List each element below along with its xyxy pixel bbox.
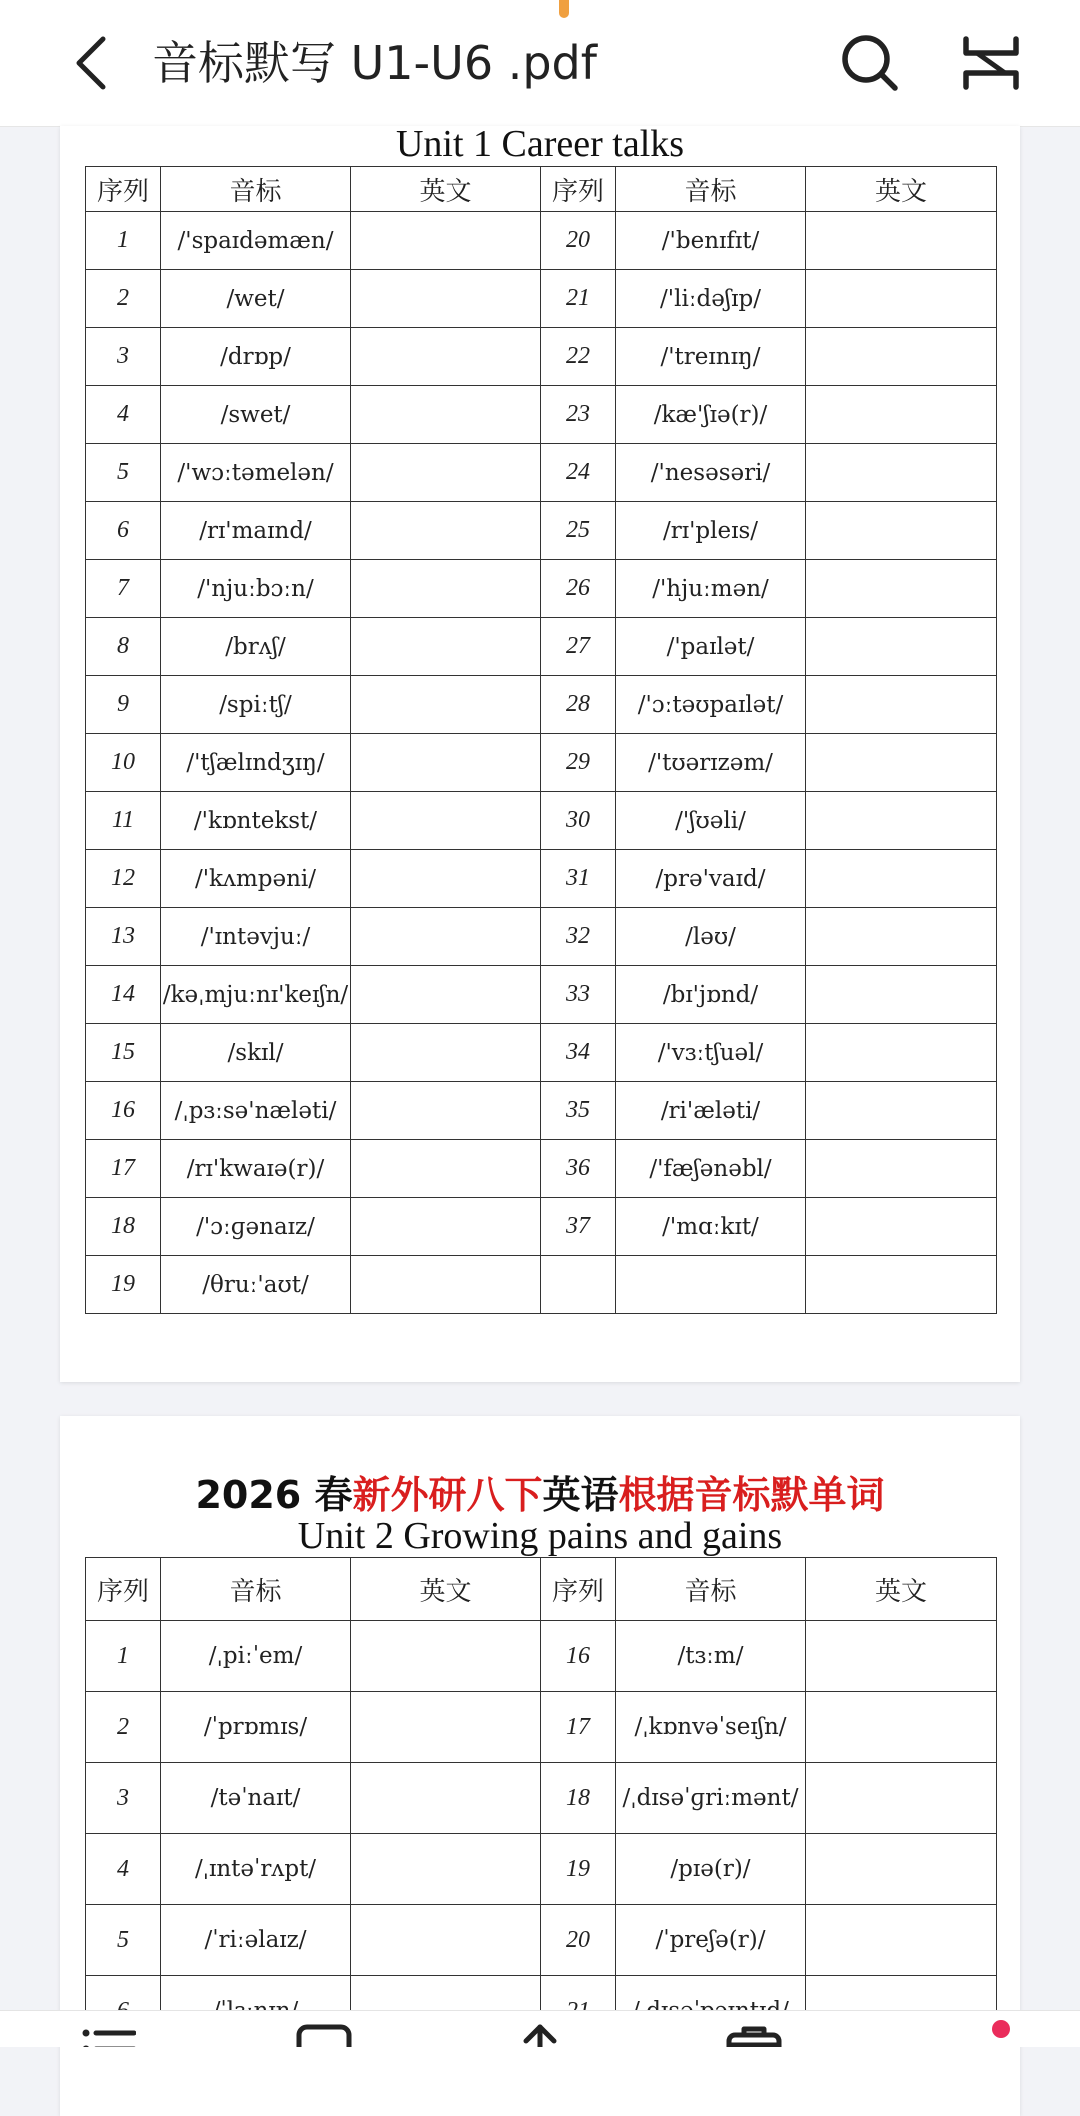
banner-subject: 英语 — [542, 1473, 619, 1517]
index-cell: 21 — [541, 270, 616, 328]
column-header: 英文 — [351, 1558, 541, 1621]
answer-cell — [806, 444, 997, 502]
table-header-row — [86, 1558, 997, 1621]
phonetic-cell: /'ʃʊəli/ — [616, 792, 806, 850]
answer-cell — [351, 444, 541, 502]
answer-cell — [351, 1834, 541, 1905]
index-cell: 3 — [86, 328, 161, 386]
table-row — [86, 1140, 997, 1198]
table-row — [86, 792, 997, 850]
table-row — [86, 1692, 997, 1763]
phonetic-cell: /wet/ — [161, 270, 351, 328]
answer-cell — [806, 560, 997, 618]
answer-cell — [806, 502, 997, 560]
answer-cell — [351, 1198, 541, 1256]
answer-cell — [351, 966, 541, 1024]
column-header: 英文 — [806, 167, 997, 212]
answer-cell — [806, 1024, 997, 1082]
phonetic-cell: /'ɔːtəʊpaɪlət/ — [616, 676, 806, 734]
index-cell: 19 — [541, 1834, 616, 1905]
answer-cell — [806, 1198, 997, 1256]
phonetic-cell: /bɪ'jɒnd/ — [616, 966, 806, 1024]
phonetic-cell: /kæ'ʃɪə(r)/ — [616, 386, 806, 444]
phonetic-cell: /ˌdɪsəˈɡriːmənt/ — [616, 1763, 806, 1834]
phonetic-cell: /'treɪnɪŋ/ — [616, 328, 806, 386]
index-cell: 4 — [86, 1834, 161, 1905]
answer-cell — [351, 1082, 541, 1140]
answer-cell — [806, 1834, 997, 1905]
answer-cell — [351, 792, 541, 850]
index-cell: 32 — [541, 908, 616, 966]
table-row — [86, 618, 997, 676]
index-cell: 30 — [541, 792, 616, 850]
briefcase-icon[interactable] — [726, 2021, 782, 2047]
answer-cell — [806, 1763, 997, 1834]
phonetic-cell: /'wɔːtəmelən/ — [161, 444, 351, 502]
answer-cell — [351, 676, 541, 734]
index-cell: 35 — [541, 1082, 616, 1140]
column-header: 英文 — [351, 167, 541, 212]
answer-cell — [806, 1905, 997, 1976]
column-header: 英文 — [806, 1558, 997, 1621]
phonetic-cell: /tɜːm/ — [616, 1621, 806, 1692]
answer-cell — [351, 618, 541, 676]
search-icon — [839, 32, 901, 94]
phonetic-cell: /drɒp/ — [161, 328, 351, 386]
index-cell: 28 — [541, 676, 616, 734]
collapse-button[interactable] — [956, 28, 1026, 98]
phonetic-cell: /kəˌmjuːnɪ'keɪʃn/ — [161, 966, 351, 1024]
phonetic-cell: /'kɒntekst/ — [161, 792, 351, 850]
answer-cell — [806, 618, 997, 676]
index-cell: 17 — [86, 1140, 161, 1198]
answer-cell — [351, 1256, 541, 1314]
answer-cell — [351, 850, 541, 908]
answer-cell — [351, 212, 541, 270]
answer-cell — [806, 966, 997, 1024]
column-header: 序列 — [86, 167, 161, 212]
answer-cell — [351, 1024, 541, 1082]
phonetic-cell: /rɪ'pleɪs/ — [616, 502, 806, 560]
phonetic-cell: /'mɑːkɪt/ — [616, 1198, 806, 1256]
index-cell: 16 — [541, 1621, 616, 1692]
index-cell: 2 — [86, 1692, 161, 1763]
back-button[interactable] — [62, 28, 120, 98]
phonetic-cell: /'tʃælɪndʒɪŋ/ — [161, 734, 351, 792]
phonetic-cell: /'nesəsəri/ — [616, 444, 806, 502]
index-cell: 14 — [86, 966, 161, 1024]
answer-cell — [351, 270, 541, 328]
search-button[interactable] — [836, 28, 904, 98]
phonetic-cell: /skɪl/ — [161, 1024, 351, 1082]
index-cell: 9 — [86, 676, 161, 734]
column-header: 音标 — [161, 167, 351, 212]
table-header-row — [86, 167, 997, 212]
drag-indicator — [559, 0, 569, 18]
unit-title: Unit 2 Growing pains and gains — [297, 1515, 783, 1557]
document-title: 音标默写 U1-U6 .pdf — [152, 36, 597, 90]
phonetic-cell: /'njuːbɔːn/ — [161, 560, 351, 618]
table-row — [86, 212, 997, 270]
answer-cell — [351, 1140, 541, 1198]
answer-cell — [806, 734, 997, 792]
phonetic-cell: /'tʊərɪzəm/ — [616, 734, 806, 792]
index-cell: 8 — [86, 618, 161, 676]
bottom-toolbar — [0, 2010, 1080, 2047]
phonetic-cell: /'ɔːɡənaɪz/ — [161, 1198, 351, 1256]
column-header: 音标 — [161, 1558, 351, 1621]
notification-dot — [992, 2020, 1010, 2038]
phonetic-cell: /ˌkɒnvəˈseɪʃn/ — [616, 1692, 806, 1763]
table-row — [86, 386, 997, 444]
table-row — [86, 850, 997, 908]
vocabulary-table — [85, 1557, 997, 2047]
phonetic-cell: /rɪ'kwaɪə(r)/ — [161, 1140, 351, 1198]
column-header: 序列 — [86, 1558, 161, 1621]
phonetic-cell: /ˌpɜːsə'næləti/ — [161, 1082, 351, 1140]
answer-cell — [806, 792, 997, 850]
index-cell: 5 — [86, 1905, 161, 1976]
index-cell: 33 — [541, 966, 616, 1024]
index-cell: 23 — [541, 386, 616, 444]
phonetic-cell: /ˌpiːˈem/ — [161, 1621, 351, 1692]
index-cell: 20 — [541, 1905, 616, 1976]
index-cell: 2 — [86, 270, 161, 328]
answer-cell — [351, 1763, 541, 1834]
table-row — [86, 270, 997, 328]
phonetic-cell: /'benɪfɪt/ — [616, 212, 806, 270]
answer-cell — [806, 676, 997, 734]
table-row — [86, 1763, 997, 1834]
answer-cell — [351, 908, 541, 966]
index-cell: 19 — [86, 1256, 161, 1314]
index-cell: 5 — [86, 444, 161, 502]
index-cell: 22 — [541, 328, 616, 386]
table-row — [86, 1198, 997, 1256]
phonetic-cell: /'vɜːtʃuəl/ — [616, 1024, 806, 1082]
phonetic-cell: /'hjuːmən/ — [616, 560, 806, 618]
page-icon[interactable] — [296, 2021, 352, 2047]
index-cell: 7 — [86, 560, 161, 618]
index-cell: 31 — [541, 850, 616, 908]
answer-cell — [351, 560, 541, 618]
banner-year: 2026 春 — [195, 1473, 353, 1517]
phonetic-cell: /rɪ'maɪnd/ — [161, 502, 351, 560]
table-row — [86, 1256, 997, 1314]
answer-cell — [806, 328, 997, 386]
table-row — [86, 1082, 997, 1140]
phonetic-cell: /θruː'aʊt/ — [161, 1256, 351, 1314]
index-cell: 12 — [86, 850, 161, 908]
collapse-icon — [961, 35, 1021, 91]
answer-cell — [351, 1905, 541, 1976]
answer-cell — [806, 1692, 997, 1763]
answer-cell — [806, 908, 997, 966]
index-cell: 6 — [86, 502, 161, 560]
index-cell: 29 — [541, 734, 616, 792]
column-header: 序列 — [541, 167, 616, 212]
table-row — [86, 676, 997, 734]
table-row — [86, 328, 997, 386]
top-bar — [0, 0, 1080, 127]
phonetic-cell: /ˈriːəlaɪz/ — [161, 1905, 351, 1976]
phonetic-cell: /'kʌmpəni/ — [161, 850, 351, 908]
phonetic-cell: /prə'vaɪd/ — [616, 850, 806, 908]
index-cell: 13 — [86, 908, 161, 966]
answer-cell — [806, 1256, 997, 1314]
index-cell: 24 — [541, 444, 616, 502]
phonetic-cell — [616, 1256, 806, 1314]
column-header: 音标 — [616, 167, 806, 212]
answer-cell — [351, 328, 541, 386]
answer-cell — [806, 1140, 997, 1198]
index-cell: 18 — [541, 1763, 616, 1834]
index-cell: 37 — [541, 1198, 616, 1256]
table-row — [86, 908, 997, 966]
answer-cell — [806, 270, 997, 328]
answer-cell — [351, 502, 541, 560]
table-row — [86, 1834, 997, 1905]
index-cell: 17 — [541, 1692, 616, 1763]
table-row — [86, 502, 997, 560]
index-cell: 11 — [86, 792, 161, 850]
index-cell: 15 — [86, 1024, 161, 1082]
table-row — [86, 734, 997, 792]
menu-list-icon[interactable] — [80, 2021, 136, 2047]
answer-cell — [806, 1621, 997, 1692]
phonetic-cell: /ri'æləti/ — [616, 1082, 806, 1140]
back-arrow-icon — [71, 33, 111, 93]
index-cell: 25 — [541, 502, 616, 560]
index-cell: 27 — [541, 618, 616, 676]
index-cell: 36 — [541, 1140, 616, 1198]
phonetic-cell: /təˈnaɪt/ — [161, 1763, 351, 1834]
unit-title: Unit 1 Career talks — [395, 123, 685, 165]
index-cell: 1 — [86, 1621, 161, 1692]
answer-cell — [351, 386, 541, 444]
phonetic-cell: /'fæʃənəbl/ — [616, 1140, 806, 1198]
index-cell: 3 — [86, 1763, 161, 1834]
banner-textbook: 新外研八下 — [352, 1473, 543, 1517]
phonetic-cell: /ˌɪntəˈrʌpt/ — [161, 1834, 351, 1905]
answer-cell — [806, 850, 997, 908]
answer-cell — [351, 734, 541, 792]
table-row — [86, 444, 997, 502]
phonetic-cell: /pɪə(r)/ — [616, 1834, 806, 1905]
phonetic-cell: /ˈprɒmɪs/ — [161, 1692, 351, 1763]
column-header: 音标 — [616, 1558, 806, 1621]
column-header: 序列 — [541, 1558, 616, 1621]
index-cell: 26 — [541, 560, 616, 618]
vocabulary-table — [85, 166, 997, 1314]
banner-task: 根据音标默单词 — [618, 1473, 885, 1517]
table-row — [86, 1024, 997, 1082]
phonetic-cell: /'liːdəʃɪp/ — [616, 270, 806, 328]
index-cell: 16 — [86, 1082, 161, 1140]
index-cell: 4 — [86, 386, 161, 444]
index-cell: 10 — [86, 734, 161, 792]
phonetic-cell: /ˈpreʃə(r)/ — [616, 1905, 806, 1976]
phonetic-cell: /'ɪntəvjuː/ — [161, 908, 351, 966]
index-cell: 18 — [86, 1198, 161, 1256]
share-icon[interactable] — [512, 2021, 568, 2047]
phonetic-cell: /spiːtʃ/ — [161, 676, 351, 734]
pdf-page-1 — [60, 123, 1020, 1382]
worksheet-banner — [60, 1464, 1020, 1519]
answer-cell — [351, 1621, 541, 1692]
phonetic-cell: /ləʊ/ — [616, 908, 806, 966]
table-row — [86, 1905, 997, 1976]
answer-cell — [806, 386, 997, 444]
index-cell: 34 — [541, 1024, 616, 1082]
answer-cell — [806, 1082, 997, 1140]
answer-cell — [806, 212, 997, 270]
table-row — [86, 560, 997, 618]
phonetic-cell: /'spaɪdəmæn/ — [161, 212, 351, 270]
answer-cell — [351, 1692, 541, 1763]
table-row — [86, 1621, 997, 1692]
phonetic-cell: /brʌʃ/ — [161, 618, 351, 676]
index-cell — [541, 1256, 616, 1314]
phonetic-cell: /swet/ — [161, 386, 351, 444]
index-cell: 1 — [86, 212, 161, 270]
phonetic-cell: /'paɪlət/ — [616, 618, 806, 676]
index-cell: 20 — [541, 212, 616, 270]
table-row — [86, 966, 997, 1024]
